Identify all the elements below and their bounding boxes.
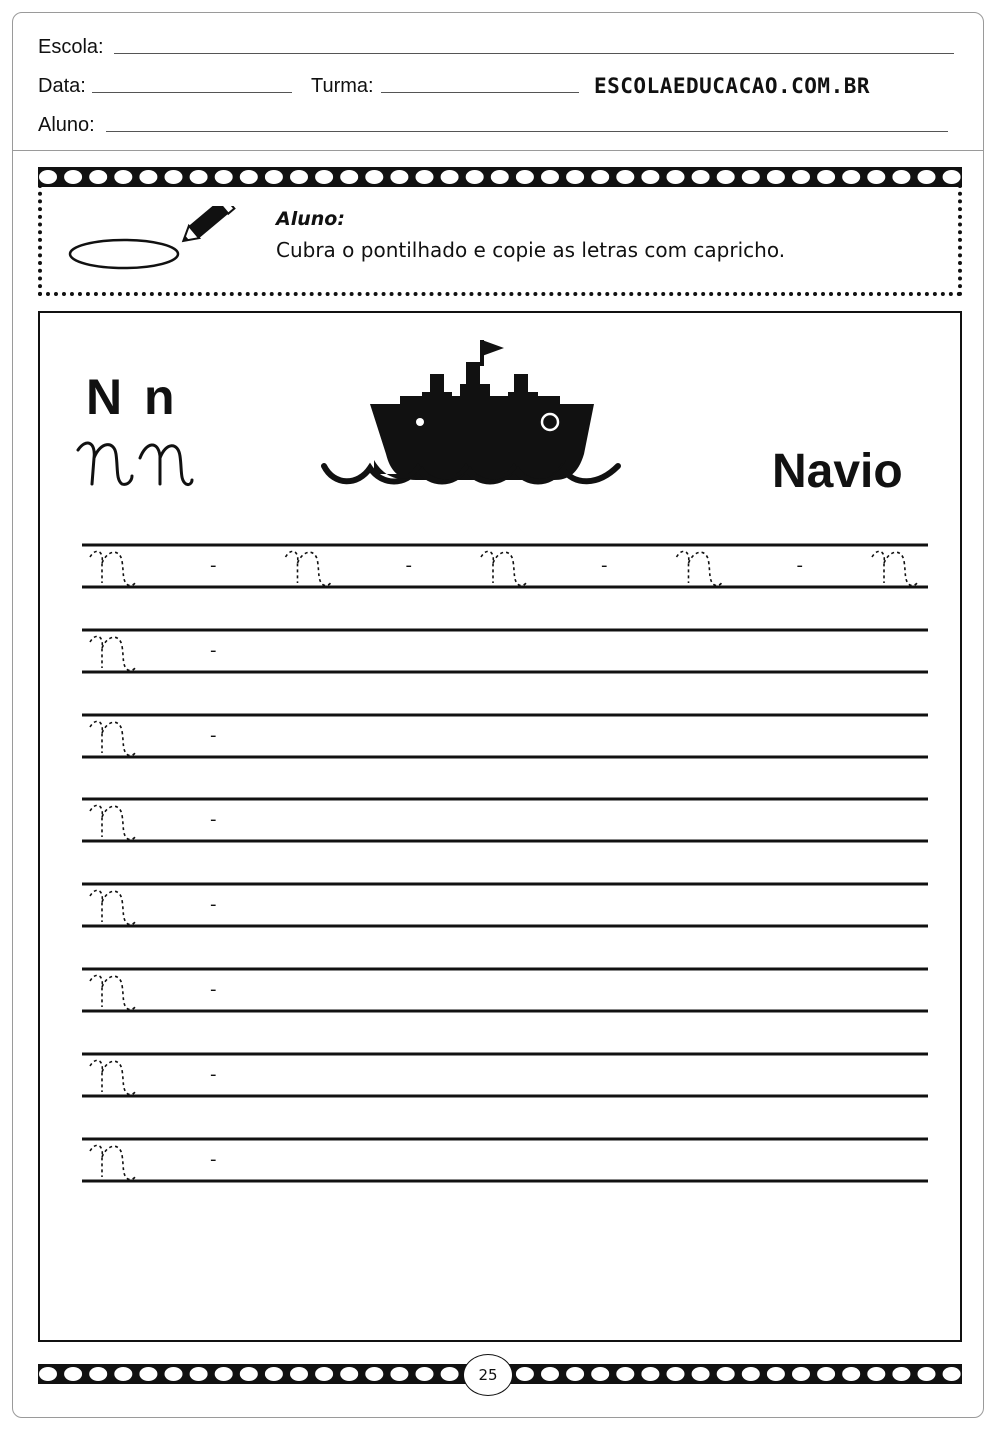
trace-letter xyxy=(90,636,136,670)
handwriting-lines xyxy=(82,967,928,1013)
school-field[interactable] xyxy=(114,53,954,54)
border-dot xyxy=(591,170,609,184)
border-dot xyxy=(943,1367,961,1381)
border-dot xyxy=(390,170,408,184)
border-dot xyxy=(641,170,659,184)
border-dot xyxy=(64,1367,82,1381)
border-dot xyxy=(441,170,459,184)
border-dot xyxy=(240,170,258,184)
border-dot xyxy=(591,1367,609,1381)
border-dot xyxy=(441,1367,459,1381)
border-dot xyxy=(516,170,534,184)
border-dot xyxy=(139,1367,157,1381)
border-dot xyxy=(89,1367,107,1381)
border-dot xyxy=(315,1367,333,1381)
class-field[interactable] xyxy=(381,92,579,93)
separator-dash: - xyxy=(210,809,217,831)
border-dot xyxy=(265,1367,283,1381)
letter-cursive-text: Nn xyxy=(74,436,76,437)
border-dot xyxy=(767,170,785,184)
border-dot xyxy=(340,1367,358,1381)
letter-print: N n xyxy=(86,369,179,425)
border-dot xyxy=(867,1367,885,1381)
border-dot xyxy=(190,1367,208,1381)
trace-letter xyxy=(481,551,527,585)
border-dot xyxy=(792,1367,810,1381)
border-dot xyxy=(165,1367,183,1381)
border-dot xyxy=(114,1367,132,1381)
ship-icon xyxy=(318,334,624,492)
border-dot xyxy=(89,170,107,184)
border-dot xyxy=(842,170,860,184)
border-dot xyxy=(114,170,132,184)
border-dot xyxy=(541,1367,559,1381)
border-dot xyxy=(365,1367,383,1381)
border-dot xyxy=(616,1367,634,1381)
border-dot xyxy=(215,170,233,184)
page-number: 25 xyxy=(463,1354,513,1396)
border-dot xyxy=(416,1367,434,1381)
handwriting-lines xyxy=(82,797,928,843)
border-dot xyxy=(190,170,208,184)
practice-row[interactable] xyxy=(82,882,928,928)
student-label: Aluno: xyxy=(38,114,95,136)
border-dot xyxy=(39,170,57,184)
practice-row[interactable] xyxy=(82,1052,928,1098)
student-field[interactable] xyxy=(106,131,948,132)
separator-dash: - xyxy=(210,979,217,1000)
border-dot xyxy=(943,170,961,184)
trace-letter xyxy=(677,551,723,585)
word-label: Navio xyxy=(772,445,903,498)
trace-letter xyxy=(872,551,918,585)
separator-dash: - xyxy=(796,555,803,576)
handwriting-lines xyxy=(82,628,928,674)
trace-letter xyxy=(90,551,136,585)
border-dot xyxy=(717,170,735,184)
practice-row[interactable] xyxy=(82,1137,928,1183)
separator-dash: - xyxy=(210,639,217,661)
practice-row[interactable] xyxy=(82,713,928,759)
handwriting-lines xyxy=(82,882,928,928)
border-dot xyxy=(667,1367,685,1381)
border-dot xyxy=(390,1367,408,1381)
border-dot xyxy=(290,1367,308,1381)
practice-row[interactable] xyxy=(82,967,928,1013)
border-dot xyxy=(692,170,710,184)
border-dot xyxy=(717,1367,735,1381)
border-dot xyxy=(165,170,183,184)
trace-letter xyxy=(90,975,136,1009)
border-dot xyxy=(541,170,559,184)
handwriting-lines xyxy=(82,1052,928,1098)
border-dot xyxy=(767,1367,785,1381)
trace-letter xyxy=(286,551,332,585)
separator-dash: - xyxy=(210,555,217,576)
handwriting-lines xyxy=(82,1137,928,1183)
practice-row[interactable] xyxy=(82,628,928,674)
border-dot xyxy=(817,170,835,184)
border-dot xyxy=(842,1367,860,1381)
border-dot xyxy=(692,1367,710,1381)
border-dot xyxy=(616,170,634,184)
border-dot xyxy=(139,170,157,184)
border-dot xyxy=(215,1367,233,1381)
border-dot xyxy=(742,1367,760,1381)
border-dot xyxy=(667,170,685,184)
handwriting-lines xyxy=(82,713,928,759)
instruction-title: Aluno: xyxy=(276,208,345,230)
border-dot xyxy=(742,170,760,184)
separator-dash: - xyxy=(405,555,412,576)
trace-letter xyxy=(90,1145,136,1179)
instruction-text: Cubra o pontilhado e copie as letras com capricho. xyxy=(276,238,786,262)
border-dot xyxy=(64,170,82,184)
separator-dash: - xyxy=(210,894,217,916)
border-dot xyxy=(315,170,333,184)
border-dot xyxy=(290,170,308,184)
border-dot xyxy=(365,170,383,184)
separator-dash: - xyxy=(210,1063,217,1085)
border-dot xyxy=(918,170,936,184)
border-dot xyxy=(641,1367,659,1381)
border-dot xyxy=(566,170,584,184)
site-brand: ESCOLAEDUCACAO.COM.BR xyxy=(594,74,871,98)
border-dot xyxy=(918,1367,936,1381)
letter-cursive xyxy=(74,436,194,492)
date-field[interactable] xyxy=(92,92,292,93)
practice-row[interactable] xyxy=(82,543,928,589)
handwriting-lines xyxy=(82,543,928,589)
border-dot xyxy=(240,1367,258,1381)
trace-letter xyxy=(90,1060,136,1094)
border-dot xyxy=(516,1367,534,1381)
border-dot xyxy=(792,170,810,184)
trace-letter xyxy=(90,806,136,840)
border-dot xyxy=(491,170,509,184)
border-dot xyxy=(340,170,358,184)
separator-dash: - xyxy=(210,724,217,746)
practice-row[interactable] xyxy=(82,797,928,843)
border-dot xyxy=(265,170,283,184)
border-dot xyxy=(466,170,484,184)
school-label: Escola: xyxy=(38,36,104,58)
border-dot xyxy=(867,170,885,184)
pencil-icon xyxy=(66,206,246,276)
border-dot xyxy=(566,1367,584,1381)
border-dot xyxy=(416,170,434,184)
trace-letter xyxy=(90,721,136,755)
separator-dash: - xyxy=(601,555,608,576)
border-dot xyxy=(892,1367,910,1381)
separator-dash: - xyxy=(210,1148,217,1170)
class-label: Turma: xyxy=(311,75,374,97)
header-divider xyxy=(13,150,983,151)
border-dot xyxy=(892,170,910,184)
date-label: Data: xyxy=(38,75,86,97)
border-dot xyxy=(39,1367,57,1381)
trace-letter xyxy=(90,891,136,925)
border-dot xyxy=(817,1367,835,1381)
